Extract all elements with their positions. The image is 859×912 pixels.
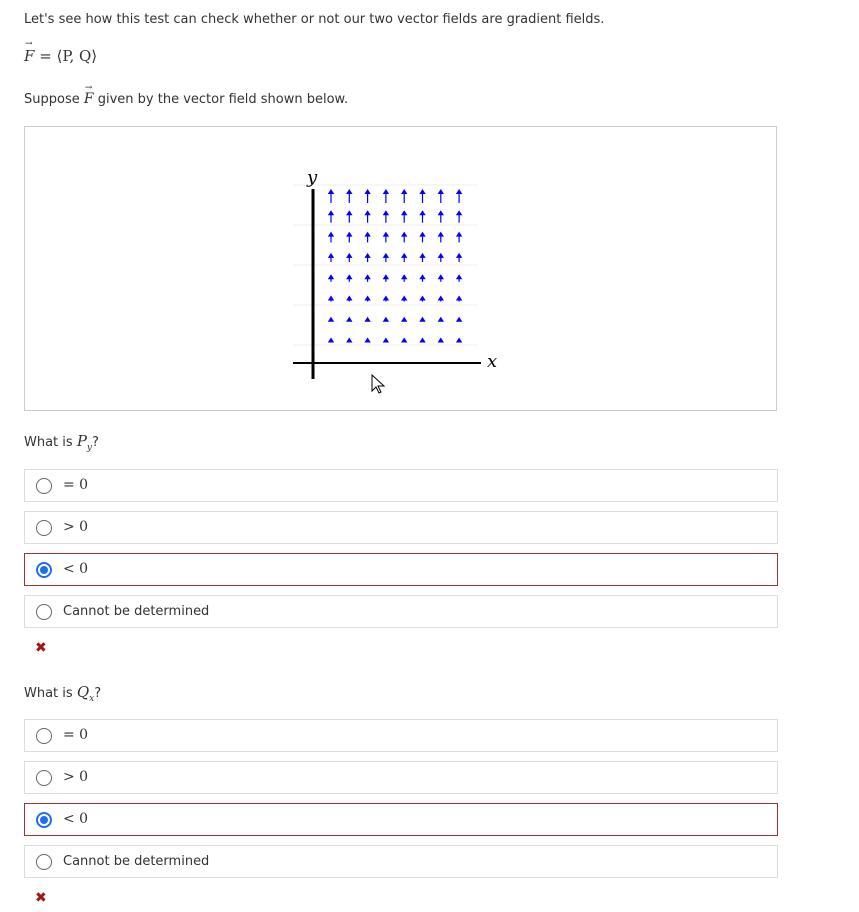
field-arrow bbox=[328, 317, 334, 322]
q2-sym: Q bbox=[76, 683, 90, 701]
field-arrow bbox=[383, 338, 389, 343]
q2-symbol bbox=[76, 683, 95, 704]
field-arrow bbox=[346, 338, 352, 343]
field-arrow bbox=[419, 317, 425, 322]
field-rhs: = ⟨P, Q⟩ bbox=[39, 47, 98, 65]
field-arrow bbox=[401, 338, 407, 343]
field-arrow bbox=[419, 274, 425, 282]
field-arrow bbox=[364, 274, 370, 282]
field-arrow bbox=[401, 189, 407, 203]
q1-prompt-post: ? bbox=[92, 435, 99, 450]
question-2-prompt bbox=[24, 683, 101, 704]
q2-option-label-3: Cannot be determined bbox=[63, 854, 210, 869]
q2-incorrect-icon: ✖ bbox=[35, 890, 47, 906]
q2-option-label-1: > 0 bbox=[63, 769, 89, 785]
q2-option-label-0: = 0 bbox=[63, 727, 89, 743]
field-arrow bbox=[328, 232, 334, 243]
field-arrow bbox=[456, 296, 462, 302]
field-arrow bbox=[456, 189, 462, 203]
field-arrow bbox=[419, 338, 425, 343]
field-arrow bbox=[438, 232, 444, 243]
field-arrow bbox=[328, 296, 334, 302]
q2-radio-1[interactable] bbox=[36, 770, 52, 786]
mouse-cursor-icon bbox=[372, 375, 384, 393]
q1-option-label-0: = 0 bbox=[63, 477, 89, 493]
field-arrow bbox=[346, 210, 352, 222]
q1-option-greater-zero[interactable] bbox=[24, 511, 778, 544]
field-arrow bbox=[438, 274, 444, 282]
field-arrow bbox=[438, 338, 444, 343]
field-arrow bbox=[401, 253, 407, 262]
field-arrow bbox=[401, 317, 407, 322]
q1-prompt-pre: What is bbox=[24, 435, 73, 450]
q2-option-greater-zero[interactable] bbox=[24, 761, 778, 794]
field-arrow bbox=[346, 253, 352, 262]
q2-option-label-2: < 0 bbox=[63, 811, 89, 827]
field-arrow bbox=[383, 317, 389, 322]
q2-option-less-zero[interactable] bbox=[24, 803, 778, 836]
q2-prompt-post: ? bbox=[94, 686, 102, 701]
field-arrow bbox=[438, 296, 444, 302]
suppose-text bbox=[24, 91, 348, 107]
field-arrow bbox=[328, 253, 334, 262]
q2-prompt-pre: What is bbox=[24, 686, 73, 701]
q1-option-undetermined[interactable] bbox=[24, 595, 778, 628]
question-1-prompt bbox=[24, 432, 99, 453]
field-arrow bbox=[364, 232, 370, 243]
q1-option-label-3: Cannot be determined bbox=[63, 604, 210, 619]
field-arrow bbox=[383, 274, 389, 282]
field-arrow bbox=[346, 232, 352, 243]
q2-sub: x bbox=[89, 694, 95, 704]
field-arrow bbox=[419, 189, 425, 203]
q1-symbol bbox=[76, 432, 93, 453]
field-arrow bbox=[383, 210, 389, 222]
suppose-post: given by the vector field shown below. bbox=[97, 92, 349, 107]
field-arrow bbox=[383, 253, 389, 262]
field-arrow bbox=[401, 274, 407, 282]
suppose-symbol: → F bbox=[84, 91, 94, 107]
field-arrow bbox=[364, 189, 370, 203]
q1-incorrect-icon: ✖ bbox=[35, 640, 47, 656]
q2-option-equal-zero[interactable] bbox=[24, 719, 778, 752]
field-arrow bbox=[328, 210, 334, 222]
field-arrow bbox=[328, 338, 334, 343]
vector-field-plot bbox=[24, 126, 777, 411]
q1-option-label-2: < 0 bbox=[63, 561, 89, 577]
field-arrow bbox=[364, 210, 370, 222]
field-arrow bbox=[401, 232, 407, 243]
q1-sub: y bbox=[86, 443, 93, 453]
q1-sym: P bbox=[76, 432, 87, 450]
vector-field-svg bbox=[25, 127, 778, 412]
q2-radio-2[interactable] bbox=[36, 812, 52, 828]
field-arrow bbox=[419, 232, 425, 243]
field-symbol: → F bbox=[24, 47, 34, 65]
field-arrow bbox=[438, 317, 444, 322]
q1-radio-0[interactable] bbox=[36, 478, 52, 494]
q2-radio-0[interactable] bbox=[36, 728, 52, 744]
field-arrow bbox=[383, 296, 389, 302]
q1-radio-2[interactable] bbox=[36, 562, 52, 578]
field-arrow bbox=[364, 296, 370, 302]
field-arrow bbox=[456, 232, 462, 243]
field-arrow bbox=[419, 253, 425, 262]
q1-option-less-zero[interactable] bbox=[24, 553, 778, 586]
field-arrow bbox=[456, 274, 462, 282]
suppose-pre: Suppose bbox=[24, 92, 80, 107]
q1-option-equal-zero[interactable] bbox=[24, 469, 778, 502]
field-arrow bbox=[346, 296, 352, 302]
field-arrow bbox=[383, 189, 389, 203]
field-arrow bbox=[364, 253, 370, 262]
field-definition bbox=[24, 47, 97, 65]
field-arrow bbox=[346, 274, 352, 282]
field-arrow bbox=[456, 317, 462, 322]
field-arrow bbox=[401, 296, 407, 302]
field-arrow bbox=[328, 274, 334, 282]
q1-option-label-1: > 0 bbox=[63, 519, 89, 535]
field-arrow bbox=[419, 296, 425, 302]
intro-text: Let's see how this test can check whether or not our two vector fields are gradient fields. bbox=[24, 12, 605, 27]
field-arrow bbox=[401, 210, 407, 222]
field-arrow bbox=[346, 317, 352, 322]
field-arrow bbox=[346, 189, 352, 203]
q2-option-undetermined[interactable] bbox=[24, 845, 778, 878]
field-arrow bbox=[364, 338, 370, 343]
field-arrow bbox=[419, 210, 425, 222]
field-arrow bbox=[383, 232, 389, 243]
field-arrow bbox=[364, 317, 370, 322]
q1-radio-1[interactable] bbox=[36, 520, 52, 536]
field-arrow bbox=[456, 338, 462, 343]
field-arrow bbox=[438, 189, 444, 203]
field-arrow bbox=[438, 253, 444, 262]
q2-radio-3[interactable] bbox=[36, 854, 52, 870]
field-arrow bbox=[456, 253, 462, 262]
field-arrow bbox=[438, 210, 444, 222]
q1-radio-3[interactable] bbox=[36, 604, 52, 620]
x-axis-label: x bbox=[487, 351, 498, 372]
field-arrow bbox=[456, 210, 462, 222]
y-axis-label: y bbox=[307, 167, 318, 188]
field-arrow bbox=[328, 189, 334, 203]
